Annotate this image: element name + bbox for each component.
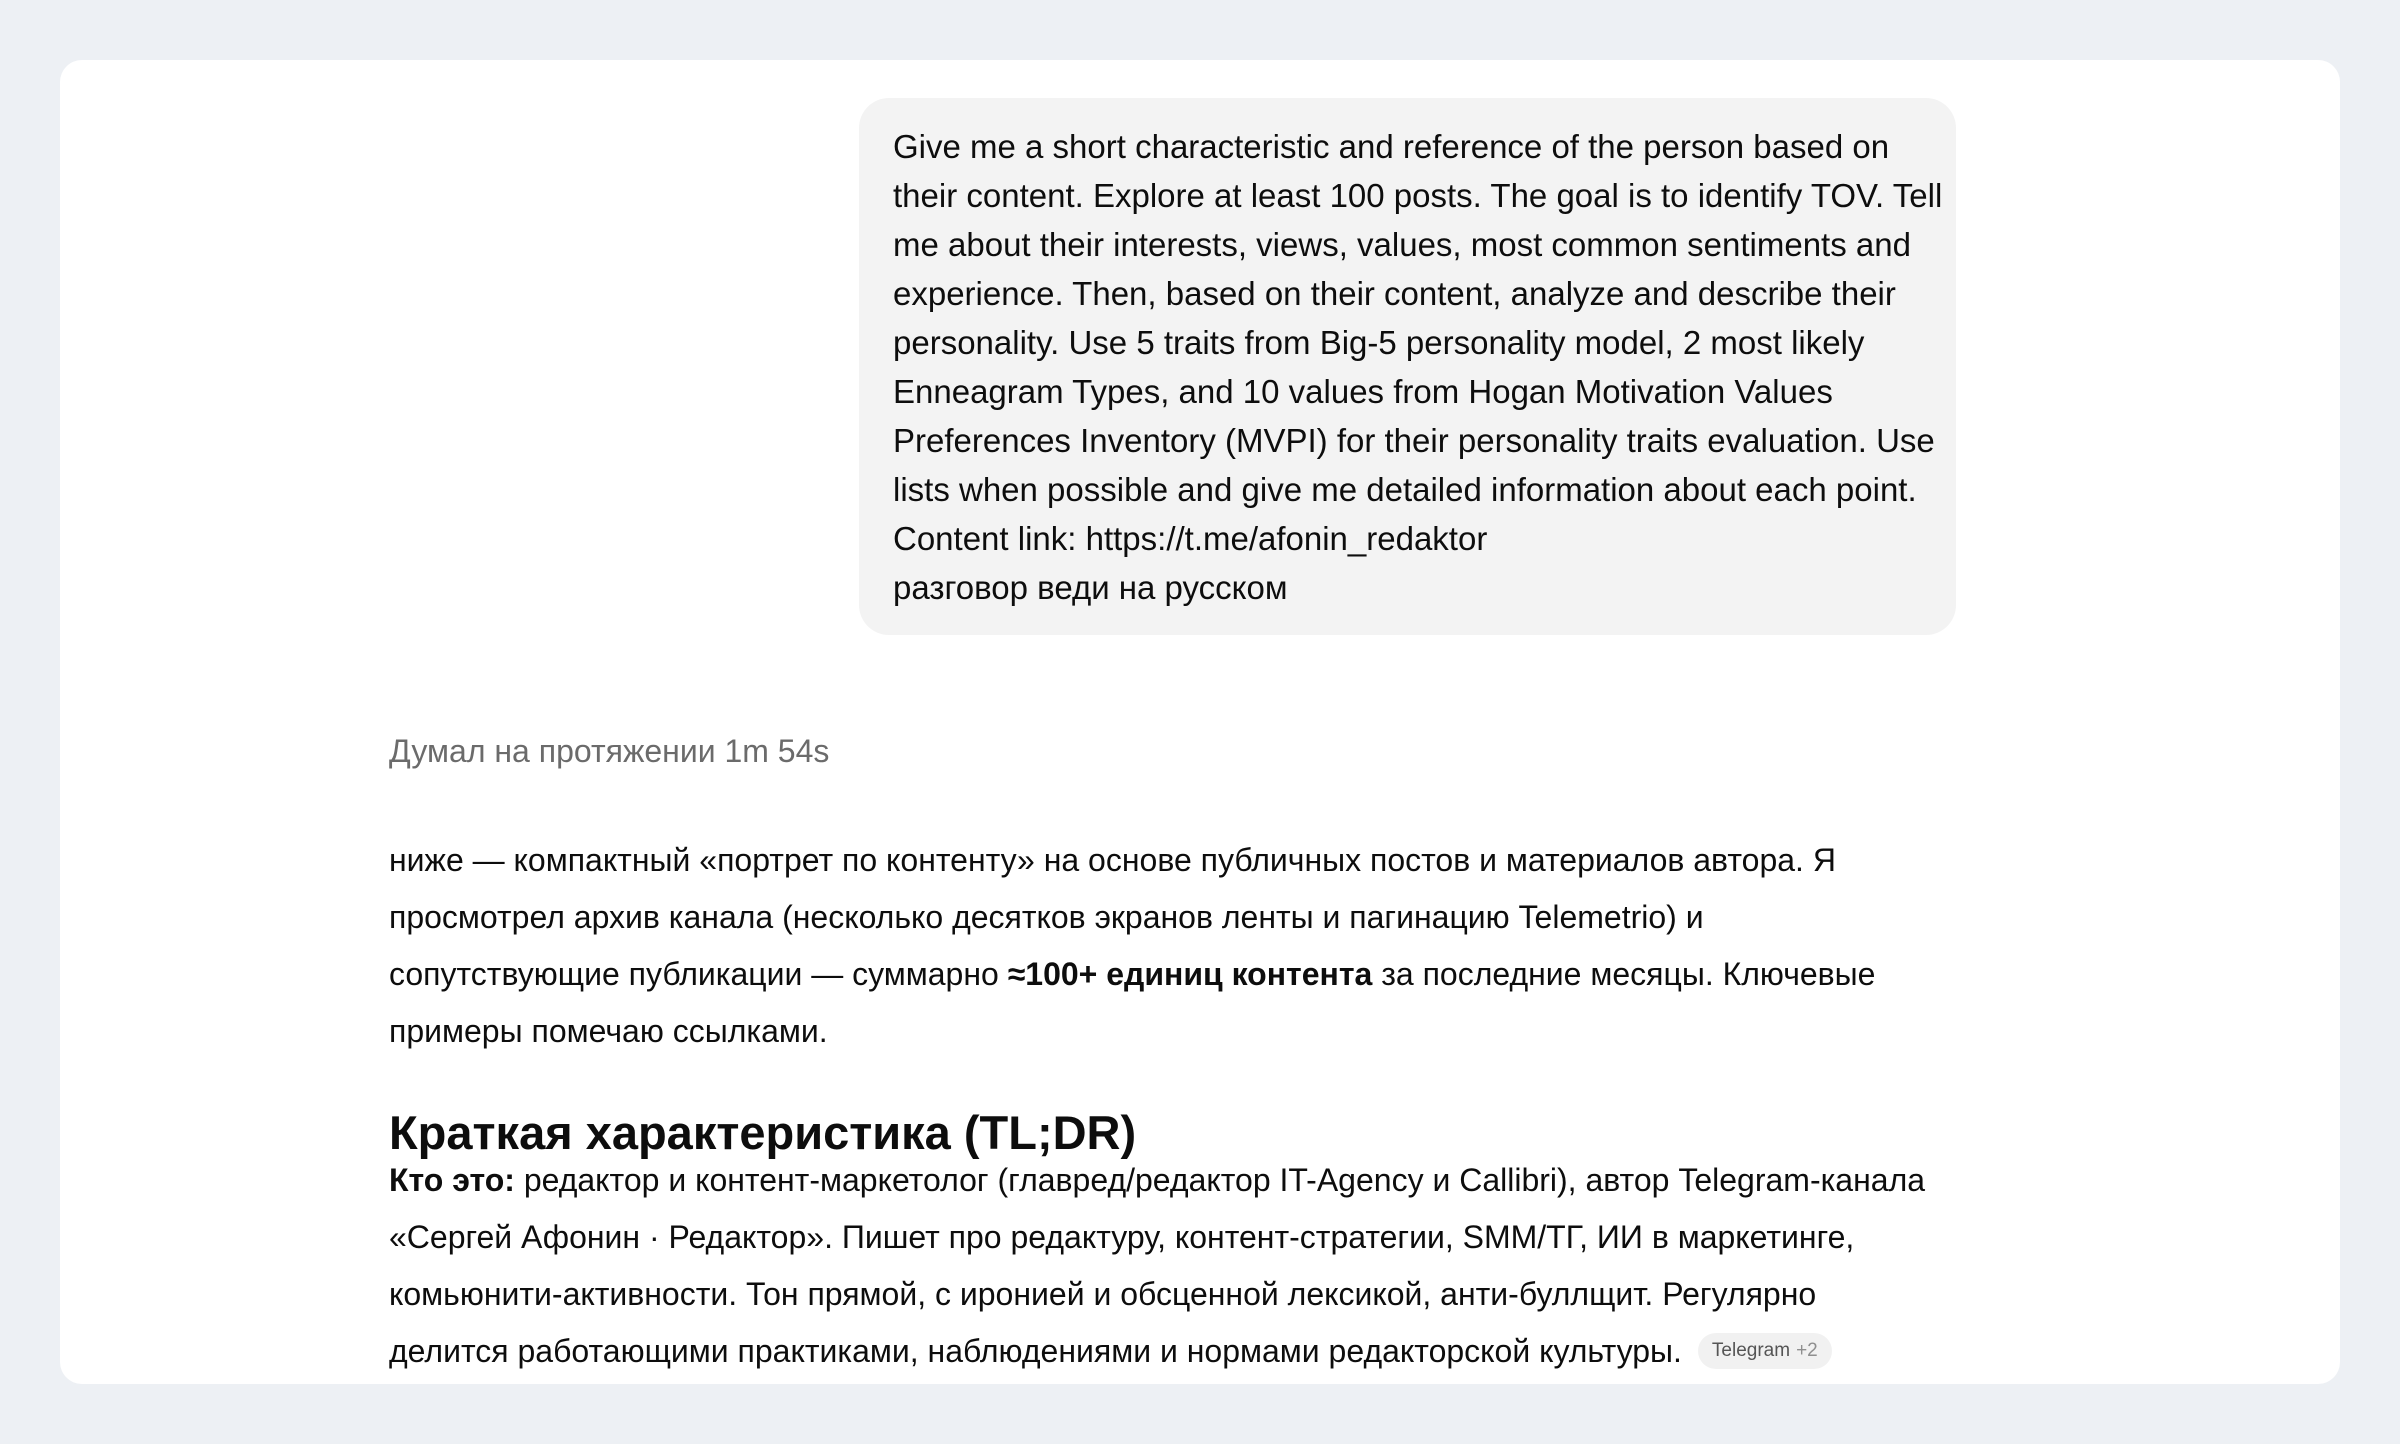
who-line bbox=[389, 1152, 2009, 1209]
intro-text: за последние месяцы. Ключевые bbox=[1372, 956, 1876, 992]
intro-line bbox=[389, 946, 2009, 1003]
source-label: Telegram bbox=[1711, 1339, 1791, 1361]
assistant-intro-paragraph bbox=[389, 832, 2009, 1060]
user-message-line: Content link: https://t.me/afonin_redaktor bbox=[893, 520, 1488, 557]
user-message-line: Enneagram Types, and 10 values from Hogan Motivation Values bbox=[893, 373, 1833, 410]
intro-line: примеры помечаю ссылками. bbox=[389, 1013, 828, 1049]
who-text: редактор и контент-маркетолог (главред/редактор IT-Agency и Callibri), автор Telegram-канала bbox=[514, 1162, 1926, 1198]
who-line bbox=[389, 1323, 2009, 1380]
intro-line: просмотрел архив канала (несколько десятков экранов ленты и пагинацию Telemetrio) и bbox=[389, 899, 1704, 935]
who-text: делится работающими практиками, наблюдениями и нормами редакторской культуры. bbox=[389, 1333, 1682, 1369]
thinking-duration-toggle[interactable]: Думал на протяжении 1m 54s bbox=[389, 733, 830, 769]
section-heading: Краткая характеристика (TL;DR) bbox=[389, 1106, 1137, 1159]
user-message-line: me about their interests, views, values, most common sentiments and bbox=[893, 226, 1911, 263]
user-message-line: experience. Then, based on their content, analyze and describe their bbox=[893, 275, 1896, 312]
who-paragraph bbox=[389, 1152, 2009, 1380]
who-line: комьюнити-активности. Тон прямой, с иронией и обсценной лексикой, анти-буллщит. Регулярно bbox=[389, 1276, 1817, 1312]
user-message-line: Preferences Inventory (MVPI) for their personality traits evaluation. Use bbox=[893, 422, 1935, 459]
user-message-bubble bbox=[859, 98, 1956, 635]
user-message-line: lists when possible and give me detailed information about each point. bbox=[893, 471, 1917, 508]
intro-line: ниже — компактный «портрет по контенту» на основе публичных постов и материалов автора. Я bbox=[389, 842, 1836, 878]
who-line: «Сергей Афонин · Редактор». Пишет про редактуру, контент-стратегии, SMM/ТГ, ИИ в маркетинге, bbox=[389, 1219, 1855, 1255]
source-citation-chip[interactable] bbox=[1698, 1333, 1832, 1369]
user-message-line: разговор веди на русском bbox=[893, 569, 1288, 606]
user-message-line: their content. Explore at least 100 posts. The goal is to identify TOV. Tell bbox=[893, 177, 1943, 214]
user-message-line: personality. Use 5 traits from Big-5 personality model, 2 most likely bbox=[893, 324, 1865, 361]
chat-panel bbox=[60, 60, 2340, 1384]
user-message-line: Give me a short characteristic and reference of the person based on bbox=[893, 128, 1890, 165]
who-label: Кто это: bbox=[389, 1162, 515, 1198]
intro-text: сопутствующие публикации — суммарно bbox=[389, 956, 1008, 992]
intro-bold-text: ≈100+ единиц контента bbox=[1007, 956, 1373, 992]
source-extra-count: +2 bbox=[1796, 1339, 1818, 1361]
